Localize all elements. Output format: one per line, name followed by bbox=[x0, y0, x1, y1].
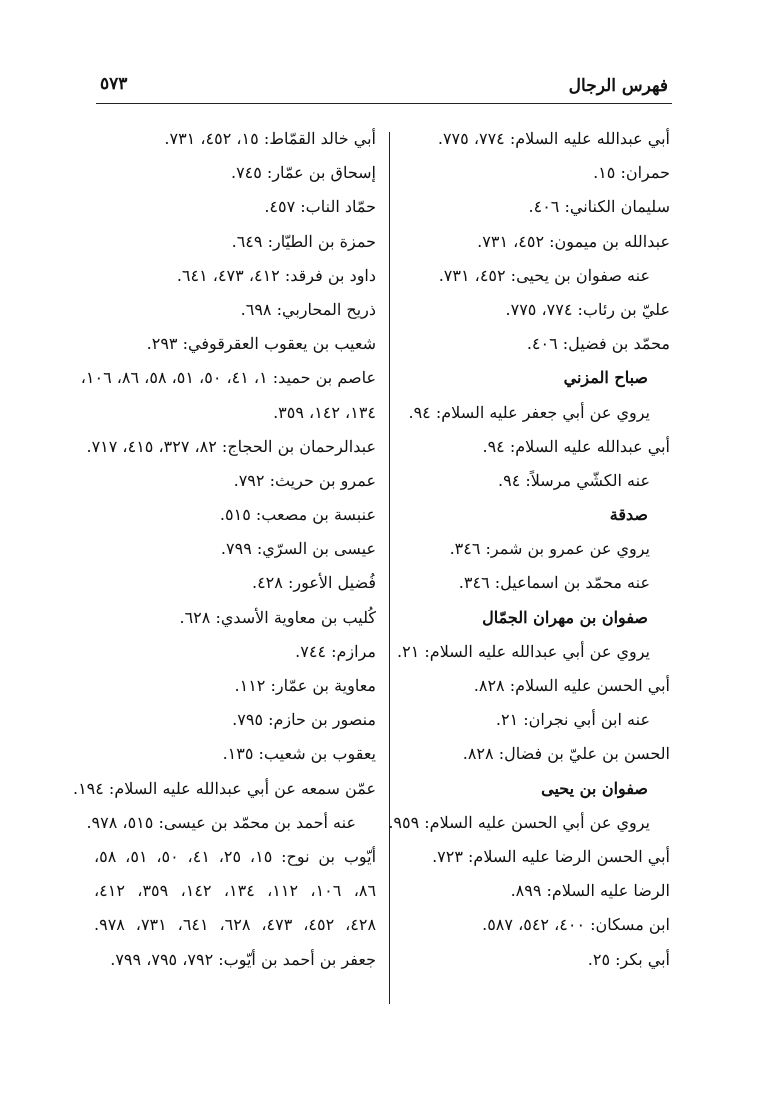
index-entry: ١٣٤، ١٤٢، ٣٥٩. bbox=[273, 402, 376, 422]
index-entry: منصور بن حازم: ٧٩٥. bbox=[232, 710, 376, 730]
index-heading: صباح المزني bbox=[563, 368, 648, 388]
header-rule bbox=[96, 103, 672, 104]
index-heading: صدقة bbox=[609, 505, 648, 525]
column-divider bbox=[389, 132, 390, 1004]
page-number: ٥٧٣ bbox=[100, 74, 128, 94]
index-entry: عنبسة بن مصعب: ٥١٥. bbox=[219, 505, 376, 525]
index-entry: داود بن فرقد: ٤١٢، ٤٧٣، ٦٤١. bbox=[176, 265, 376, 285]
index-entry: عنه ابن أبي نجران: ٢١. bbox=[495, 710, 650, 730]
index-entry: عبدالله بن ميمون: ٤٥٢، ٧٣١. bbox=[477, 231, 670, 251]
index-entry: يروي عن عمرو بن شمر: ٣٤٦. bbox=[449, 539, 650, 559]
index-entry: سليمان الكناني: ٤٠٦. bbox=[528, 197, 670, 217]
index-entry: أبي عبدالله عليه السلام: ٧٧٤، ٧٧٥. bbox=[437, 129, 670, 148]
index-entry: أبي عبدالله عليه السلام: ٩٤. bbox=[482, 436, 670, 456]
index-entry: يروي عن أبي جعفر عليه السلام: ٩٤. bbox=[408, 402, 650, 422]
index-entry: حمزة بن الطيّار: ٦٤٩. bbox=[231, 231, 376, 251]
index-entry: أيّوب بن نوح: ١٥، ٢٥، ٤١، ٥٠، ٥١، ٥٨، bbox=[94, 846, 377, 866]
index-entry: عنه محمّد بن اسماعيل: ٣٤٦. bbox=[458, 573, 650, 593]
index-entry: حمران: ١٥. bbox=[593, 163, 670, 183]
index-entry: ٨٦، ١٠٦، ١١٢، ١٣٤، ١٤٢، ٣٥٩، ٤١٢، bbox=[94, 881, 377, 901]
index-entry: أبي الحسن الرضا عليه السلام: ٧٢٣. bbox=[432, 846, 670, 866]
index-entry: عمرو بن حريث: ٧٩٢. bbox=[233, 470, 376, 490]
index-entry: مرازم: ٧٤٤. bbox=[295, 641, 376, 661]
index-entry: يروي عن أبي عبدالله عليه السلام: ٢١. bbox=[397, 641, 650, 661]
index-entry: عنه أحمد بن محمّد بن عيسى: ٥١٥، ٩٧٨. bbox=[86, 812, 356, 832]
index-entry: عاصم بن حميد: ١، ٤١، ٥٠، ٥١، ٥٨، ٨٦، ١٠٦، bbox=[80, 368, 376, 388]
index-entry: إسحاق بن عمّار: ٧٤٥. bbox=[230, 163, 376, 183]
index-entry: محمّد بن فضيل: ٤٠٦. bbox=[526, 334, 670, 354]
index-entry: عيسى بن السرّي: ٧٩٩. bbox=[220, 539, 376, 559]
index-entry: ٤٢٨، ٤٥٢، ٤٧٣، ٦٢٨، ٦٤١، ٧٣١، ٩٧٨. bbox=[94, 915, 377, 935]
index-entry: أبي بكر: ٢٥. bbox=[587, 949, 670, 969]
index-heading: صفوان بن مهران الجمّال bbox=[482, 607, 648, 627]
index-entry: كُليب بن معاوية الأسدي: ٦٢٨. bbox=[179, 607, 376, 627]
index-entry: فُضيل الأعور: ٤٢٨. bbox=[251, 573, 376, 593]
index-column-right bbox=[388, 122, 670, 977]
index-entry: ابن مسكان: ٤٠٠، ٥٤٢، ٥٨٧. bbox=[482, 915, 670, 935]
running-header-title: فهرس الرجال bbox=[568, 76, 668, 96]
index-entry: عليّ بن رئاب: ٧٧٤، ٧٧٥. bbox=[505, 299, 670, 319]
index-entry: عمّن سمعه عن أبي عبدالله عليه السلام: ١٩٤. bbox=[72, 778, 376, 798]
index-entry: حمّاد الناب: ٤٥٧. bbox=[264, 197, 376, 217]
index-entry: عنه صفوان بن يحيى: ٤٥٢، ٧٣١. bbox=[438, 265, 650, 285]
index-column-left bbox=[72, 122, 377, 977]
index-entry: عبدالرحمان بن الحجاج: ٨٢، ٣٢٧، ٤١٥، ٧١٧. bbox=[86, 436, 376, 456]
index-entry: ذريح المحاربي: ٦٩٨. bbox=[240, 299, 376, 319]
index-entry: أبي خالد القمّاط: ١٥، ٤٥٢، ٧٣١. bbox=[164, 129, 376, 148]
index-entry: معاوية بن عمّار: ١١٢. bbox=[234, 676, 376, 695]
index-entry: شعيب بن يعقوب العقرقوفي: ٢٩٣. bbox=[146, 334, 376, 354]
index-entry: يعقوب بن شعيب: ١٣٥. bbox=[222, 744, 376, 764]
index-entry: أبي الحسن عليه السلام: ٨٢٨. bbox=[473, 676, 670, 695]
index-entry: عنه الكشّي مرسلاً: ٩٤. bbox=[498, 470, 650, 490]
index-entry: جعفر بن أحمد بن أيّوب: ٧٩٢، ٧٩٥، ٧٩٩. bbox=[110, 949, 376, 969]
index-entry: الحسن بن عليّ بن فضال: ٨٢٨. bbox=[462, 744, 670, 764]
index-heading: صفوان بن يحيى bbox=[541, 778, 648, 798]
index-entry: الرضا عليه السلام: ٨٩٩. bbox=[510, 881, 670, 901]
index-entry: يروي عن أبي الحسن عليه السلام: ٩٥٩. bbox=[388, 812, 650, 832]
